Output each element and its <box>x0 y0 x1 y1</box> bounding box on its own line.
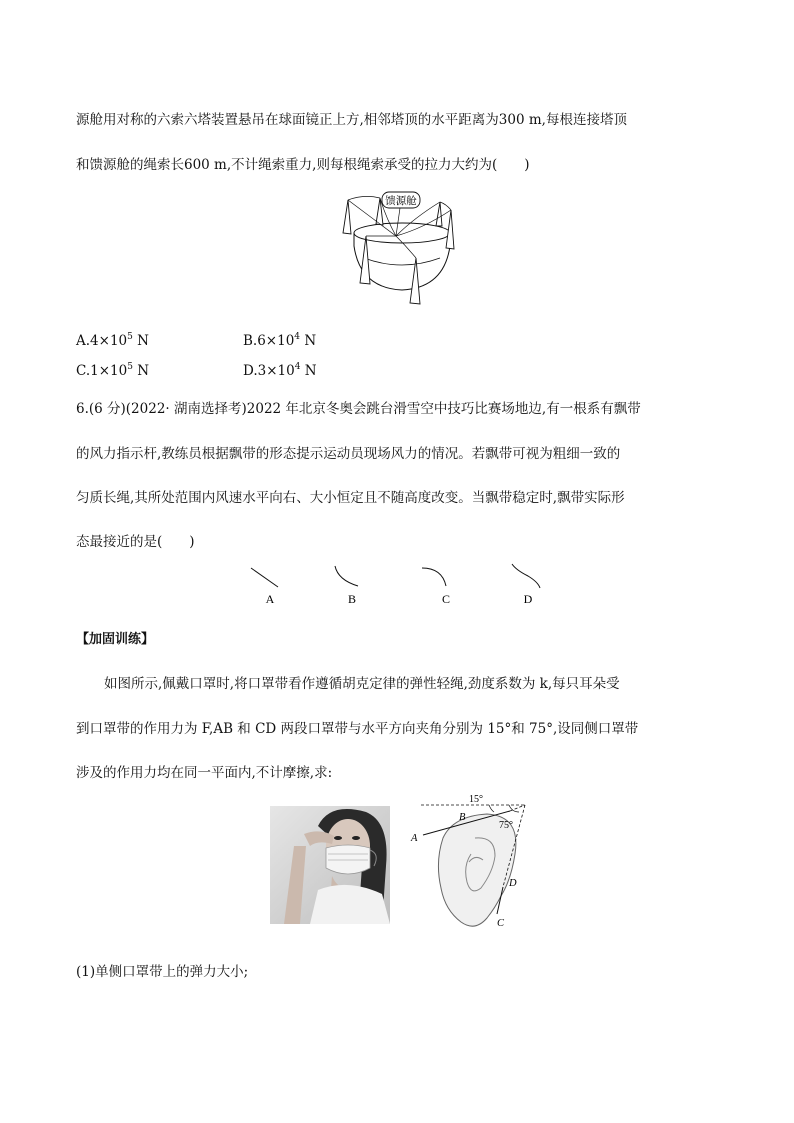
ear-diagram <box>405 792 535 932</box>
choice-label-b: B <box>347 592 357 606</box>
point-c-label: C <box>497 918 505 929</box>
q5-option-d: $D.3\times 10^4$ N <box>243 362 317 379</box>
angle-15-label: 15° <box>469 794 483 805</box>
point-a-label: A <box>411 833 418 844</box>
extra-text-line-2: 到口罩带的作用力为 F,AB 和 CD 两段口罩带与水平方向夹角分别为 15°和 75°,设同侧口罩带 <box>76 721 639 737</box>
q6-text-line-2: 的风力指示杆,教练员根据飘带的形态提示运动员现场风力的情况。若飘带可视为粗细一致的 <box>76 446 621 462</box>
ribbon-shape-d <box>512 564 540 588</box>
choice-label-a: A <box>265 592 275 606</box>
extra-text-line-3: 涉及的作用力均在同一平面内,不计摩擦,求: <box>76 765 333 781</box>
point-b-label: B <box>459 812 466 823</box>
q5-option-b: $B.6\times 10^4$ N <box>243 332 317 349</box>
ribbon-shape-c <box>422 568 446 586</box>
ribbon-shape-b <box>335 566 358 586</box>
q5-option-c: $C.1\times 10^5$ N <box>76 362 150 379</box>
mask-photo <box>270 806 390 924</box>
q5-text-line-2: 和馈源舱的绳索长600 m,不计绳索重力,则每根绳索承受的拉力大约为( ) <box>76 157 530 173</box>
point-d-label: D <box>509 878 517 889</box>
choice-label-c: C <box>441 592 451 606</box>
q6-text-line-4: 态最接近的是( ) <box>76 534 195 550</box>
q6-text-line-3: 匀质长绳,其所处范围内风速水平向右、大小恒定且不随高度改变。当飘带稳定时,飘带实际形 <box>76 490 625 506</box>
telescope-figure <box>340 188 460 312</box>
choice-label-d: D <box>523 592 533 606</box>
feed-cabin-label: 馈源舱 <box>385 196 417 207</box>
ribbon-choices-figure <box>240 560 550 610</box>
ribbon-shape-a <box>251 568 278 587</box>
angle-75-label: 75° <box>499 820 513 831</box>
sub-question-1: (1)单侧口罩带上的弹力大小; <box>76 964 249 980</box>
section-tag: 【加固训练】 <box>76 632 155 647</box>
q5-text-line-1: 源舱用对称的六索六塔装置悬吊在球面镜正上方,相邻塔顶的水平距离为300 m,每根连接塔顶 <box>76 112 627 128</box>
extra-text-line-1: 如图所示,佩戴口罩时,将口罩带看作遵循胡克定律的弹性轻绳,劲度系数为 k,每只耳朵受 <box>104 676 620 692</box>
q6-text-line-1: 6.(6 分)(2022· 湖南选择考)2022 年北京冬奥会跳台滑雪空中技巧比赛场地边,有一根系有飘带 <box>76 401 641 417</box>
q5-option-a: $A.4\times 10^5$ N <box>76 332 149 349</box>
